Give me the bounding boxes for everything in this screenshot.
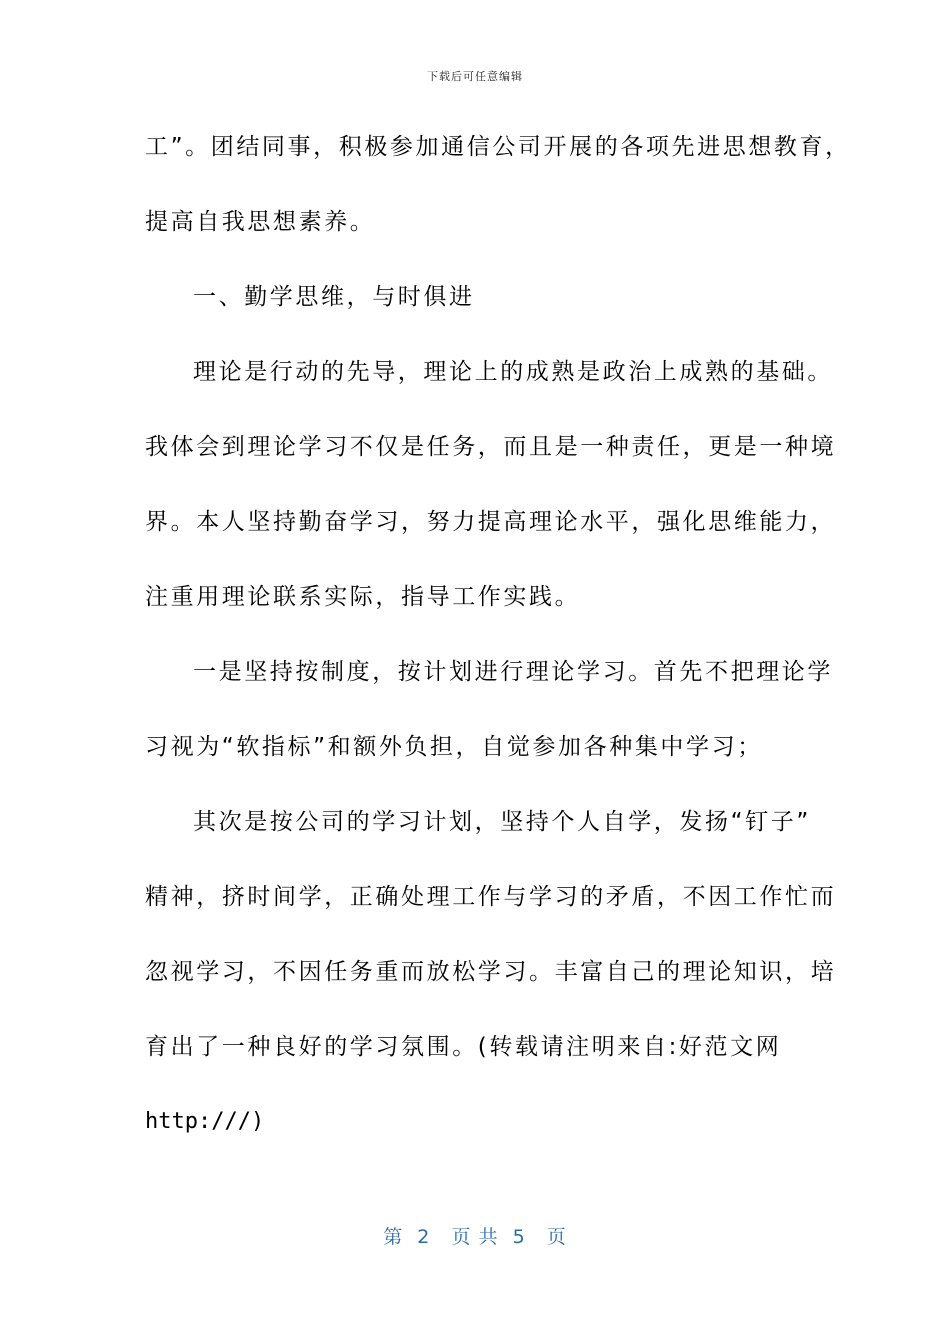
text-line: 注重用理论联系实际，指导工作实践。 <box>145 584 581 610</box>
section-heading: 一、勤学思维，与时俱进 <box>193 284 475 310</box>
text-line: 工”。团结同事，积极参加通信公司开展的各项先进思想教育， <box>145 134 851 160</box>
text-line: 提高自我思想素养。 <box>145 209 376 235</box>
text-line: 我体会到理论学习不仅是任务，而且是一种责任，更是一种境 <box>145 434 837 460</box>
text-line: 其次是按公司的学习计划，坚持个人自学，发扬“钉子” <box>193 809 811 835</box>
text-line: 习视为“软指标”和额外负担，自觉参加各种集中学习； <box>145 734 763 760</box>
text-line: 忽视学习，不因任务重而放松学习。丰富自己的理论知识，培 <box>145 959 837 985</box>
text-line: 一是坚持按制度，按计划进行理论学习。首先不把理论学 <box>193 659 833 685</box>
text-line: 界。本人坚持勤奋学习，努力提高理论水平，强化思维能力， <box>145 509 837 535</box>
document-body <box>145 126 851 1176</box>
text-line: 理论是行动的先导，理论上的成熟是政治上成熟的基础。 <box>193 359 833 385</box>
text-line: 精神，挤时间学，正确处理工作与学习的矛盾，不因工作忙而 <box>145 884 837 910</box>
text-line: 育出了一种良好的学习氛围。(转载请注明来自:好范文网 <box>145 1034 782 1060</box>
page-header: 下载后可任意编辑 <box>427 70 523 83</box>
source-url: http:///) <box>145 1109 265 1134</box>
page-footer <box>0 1222 950 1249</box>
page-number: 第 2 页 共 5 页 <box>383 1226 567 1248</box>
